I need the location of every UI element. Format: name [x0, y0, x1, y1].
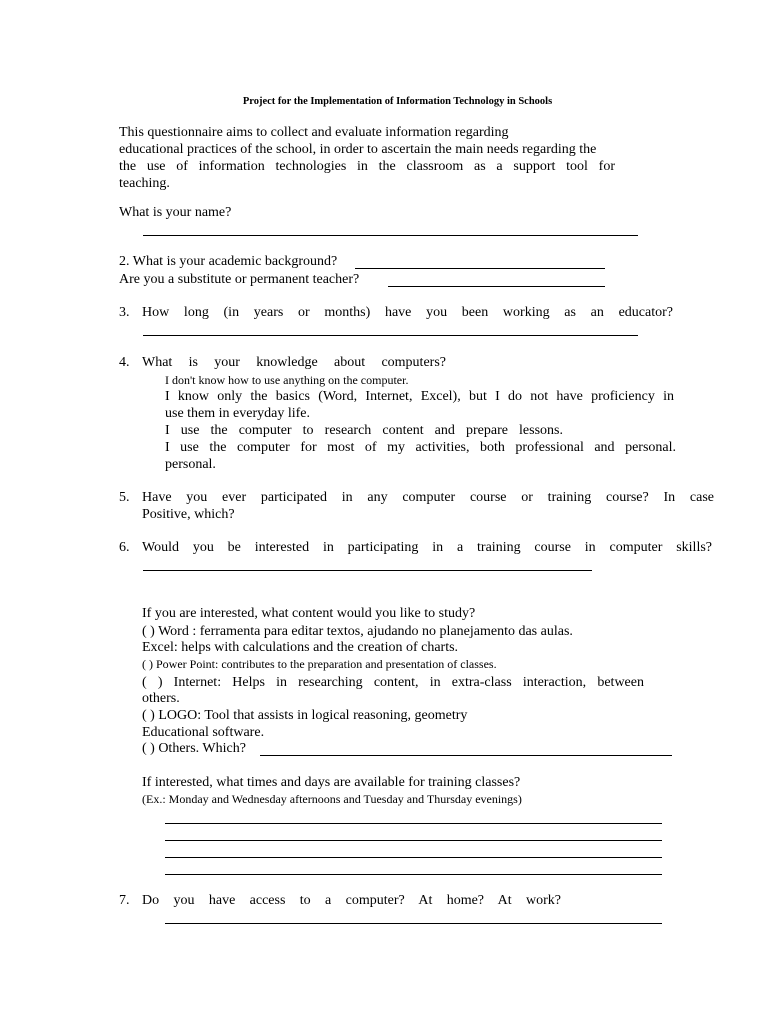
- knowledge-option-basics: I know only the basics (Word, Internet, Excel), but I do not have proficiency in: [165, 389, 674, 404]
- intro-line-3: the use of information technologies in the classroom as a support tool for: [119, 159, 615, 174]
- content-option-excel: Excel: helps with calculations and the creation of charts.: [142, 640, 459, 655]
- question-name: What is your name?: [119, 205, 232, 220]
- question-computer-access: Do you have access to a computer? At home? At work?: [142, 893, 561, 908]
- intro-line-2: educational practices of the school, in order to ascertain the main needs regarding the: [119, 142, 597, 157]
- content-heading: If you are interested, what content would you like to study?: [142, 606, 476, 621]
- question-teacher-type: Are you a substitute or permanent teacher?: [119, 272, 360, 287]
- content-option-educational-software: Educational software.: [142, 725, 265, 740]
- content-option-internet: ( ) Internet: Helps in researching content, in extra-class interaction, between: [142, 675, 644, 690]
- intro-line-1: This questionnaire aims to collect and evaluate information regarding: [119, 125, 509, 140]
- knowledge-option-most: I use the computer for most of my activities, both professional and personal.: [165, 440, 676, 455]
- times-answer-line-4[interactable]: [165, 874, 662, 875]
- others-answer-line[interactable]: [260, 755, 672, 756]
- knowledge-option-most-cont: personal.: [165, 457, 216, 472]
- training-interest-answer-line[interactable]: [143, 570, 592, 571]
- intro-line-4: teaching.: [119, 176, 170, 191]
- question-4-number: 4.: [119, 355, 130, 370]
- content-option-others: ( ) Others. Which?: [142, 741, 246, 756]
- times-answer-line-2[interactable]: [165, 840, 662, 841]
- knowledge-option-basics-cont: use them in everyday life.: [165, 406, 311, 421]
- question-5-number: 5.: [119, 490, 130, 505]
- times-example: (Ex.: Monday and Wednesday afternoons and Tuesday and Thursday evenings): [142, 792, 522, 806]
- knowledge-option-research: I use the computer to research content and prepare lessons.: [165, 423, 563, 438]
- page-title: Project for the Implementation of Information Technology in Schools: [242, 96, 553, 107]
- question-course-participation-cont: Positive, which?: [142, 507, 235, 522]
- content-option-word: ( ) Word : ferramenta para editar textos, ajudando no planejamento das aulas.: [142, 624, 573, 639]
- question-experience: How long (in years or months) have you been working as an educator?: [142, 305, 673, 320]
- experience-answer-line[interactable]: [143, 335, 638, 336]
- content-option-logo: ( ) LOGO: Tool that assists in logical reasoning, geometry: [142, 708, 468, 723]
- question-6-number: 6.: [119, 540, 130, 555]
- academic-background-answer-line[interactable]: [355, 268, 605, 269]
- question-training-interest: Would you be interested in participating in a training course in computer skills?: [142, 540, 712, 555]
- name-answer-line[interactable]: [143, 235, 638, 236]
- question-7-number: 7.: [119, 893, 130, 908]
- question-3-number: 3.: [119, 305, 130, 320]
- times-heading: If interested, what times and days are available for training classes?: [142, 775, 521, 790]
- question-course-participation: Have you ever participated in any computer course or training course? In case: [142, 490, 714, 505]
- times-answer-line-1[interactable]: [165, 823, 662, 824]
- teacher-type-answer-line[interactable]: [388, 286, 605, 287]
- question-academic-background: 2. What is your academic background?: [119, 254, 338, 269]
- times-answer-line-3[interactable]: [165, 857, 662, 858]
- question-computer-knowledge: What is your knowledge about computers?: [142, 355, 446, 370]
- content-option-internet-cont: others.: [142, 691, 180, 706]
- content-option-powerpoint: ( ) Power Point: contributes to the preparation and presentation of classes.: [142, 657, 497, 671]
- knowledge-option-none: I don't know how to use anything on the computer.: [165, 373, 409, 387]
- computer-access-answer-line[interactable]: [165, 923, 662, 924]
